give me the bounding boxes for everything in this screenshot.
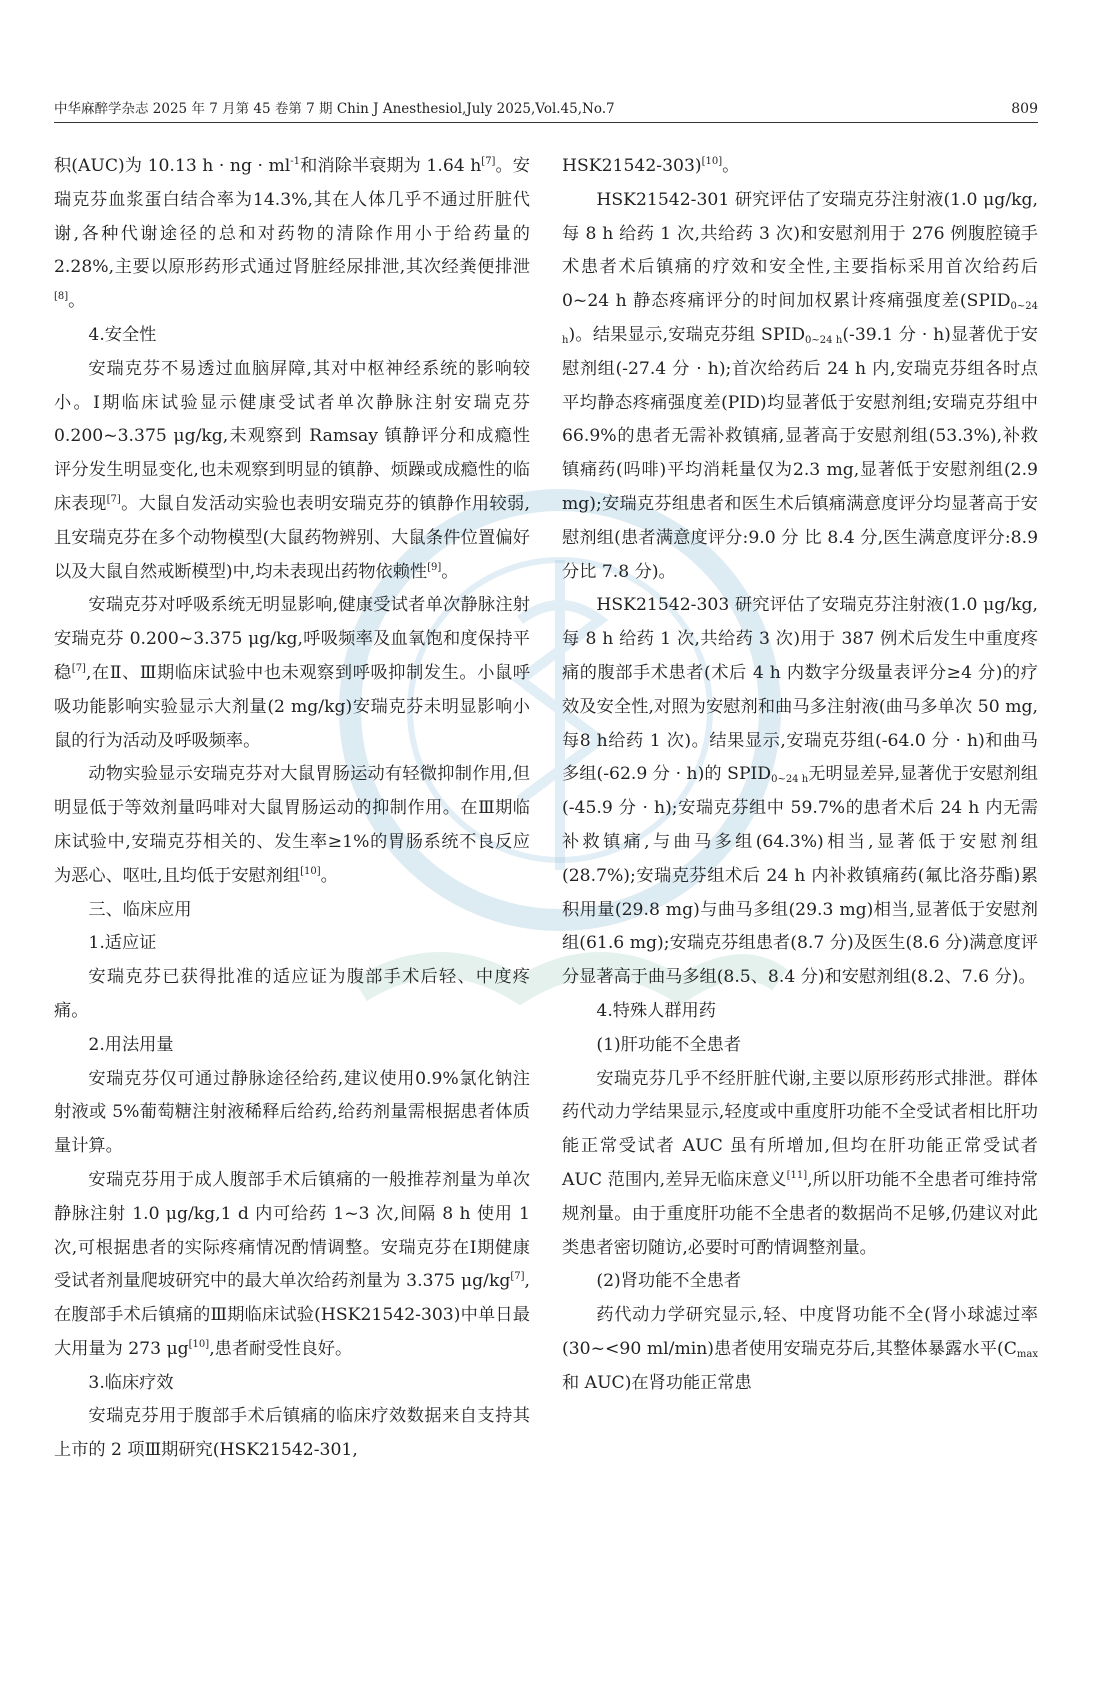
paragraph: 安瑞克芬用于成人腹部手术后镇痛的一般推荐剂量为单次静脉注射 1.0 μg/kg,1 d 内可给药 1~3 次,间隔 8 h 使用 1 次,可根据患者的实际疼痛情况酌情调整。安瑞克芬在Ⅰ期健康受试者剂量爬坡研究中的最大单次给药剂量为 3.375 μg/kg[7],在腹部手术后镇痛的Ⅲ期临床试验(HSK21542-303)中单日最大用量为 273 μg[10],患者耐受性良好。	[54, 1169, 530, 1359]
paragraph: 安瑞克芬对呼吸系统无明显影响,健康受试者单次静脉注射安瑞克芬 0.200~3.375 μg/kg,呼吸频率及血氧饱和度保持平稳[7],在Ⅱ、Ⅲ期临床试验中也未观察到呼吸抑制发生。小鼠呼吸功能影响实验显示大剂量(2 mg/kg)安瑞克芬未明显影响小鼠的行为活动及呼吸频率。	[54, 595, 530, 751]
paragraph: HSK21542-303)[10]。	[562, 156, 740, 176]
section-heading: 3.临床疗效	[88, 1372, 174, 1393]
reference-mark: [7]	[106, 493, 121, 505]
reference-mark: [9]	[427, 561, 442, 573]
reference-mark: [10]	[300, 865, 321, 877]
paragraph: HSK21542-301 研究评估了安瑞克芬注射液(1.0 μg/kg,每 8 h 给药 1 次,共给药 3 次)和安慰剂用于 276 例腹腔镜手术患者术后镇痛的疗效和安全性,主要指标采用首次给药后 0~24 h 静态疼痛评分的时间加权累计疼痛强度差$(SPID_{0\sim 24 h})$。结果显示,安瑞克芬组 $SPID_{0\sim 24 h}(-39.1$ 分 · h)显著优于安慰剂组(-27.4 分 · h);首次给药后 24 h 内,安瑞克芬组各时点平均静态疼痛强度差(PID)均显著低于安慰剂组;安瑞克芬组中 66.9%的患者无需补救镇痛,显著高于安慰剂组(53.3%),补救镇痛药(吗啡)平均消耗量仅为2.3 mg,显著低于安慰剂组(2.9 mg);安瑞克芬组患者和医生术后镇痛满意度评分均显著高于安慰剂组(患者满意度评分:9.0 分 比 8.4 分,医生满意度评分:8.9 分比 7.8 分)。	[562, 189, 1038, 582]
paragraph: 积(AUC)为 10.13 h · ng · $ml^{-1}$和消除半衰期为 1.64 h[7]。安瑞克芬血浆蛋白结合率为14.3%,其在人体几乎不通过肝脏代谢,各种代谢途径的总和对药物的清除作用小于给药量的 2.28%,主要以原形药形式通过肾脏经尿排泄,其次经粪便排泄[8]。	[54, 156, 530, 312]
journal-citation: 中华麻醉学杂志 2025 年 7 月第 45 卷第 7 期 Chin J Anesthesiol,July 2025,Vol.45,No.7	[54, 101, 615, 117]
page-number: 809	[1011, 101, 1038, 117]
reference-mark: [10]	[701, 156, 723, 167]
running-header	[54, 98, 1038, 123]
reference-mark: [8]	[54, 291, 69, 303]
paragraph: HSK21542-303 研究评估了安瑞克芬注射液(1.0 μg/kg,每 8 h 给药 1 次,共给药 3 次)用于 387 例术后发生中重度疼痛的腹部手术患者(术后 4 h 内数字分级量表评分≥4 分)的疗效及安全性,对照为安慰剂和曲马多注射液(曲马多单次 50 mg,每8 h给药 1 次)。结果显示,安瑞克芬组(-64.0 分 · h)和曲马多组(-62.9 分 · h)的 $SPID_{0\sim 24 h}$无明显差异,显著优于安慰剂组(-45.9 分 · h);安瑞克芬组中 59.7%的患者术后 24 h 内无需补救镇痛,与曲马多组(64.3%)相当,显著低于安慰剂组(28.7%);安瑞克芬组术后 24 h 内补救镇痛药(氟比洛芬酯)累积用量(29.8 mg)与曲马多组(29.3 mg)相当,显著低于安慰剂组(61.6 mg);安瑞克芬组患者(8.7 分)及医生(8.6 分)满意度评分显著高于曲马多组(8.5、8.4 分)和安慰剂组(8.2、7.6 分)。	[562, 595, 1038, 988]
section-heading: 三、临床应用	[88, 899, 192, 920]
right-column	[562, 150, 1038, 1400]
reference-mark: [11]	[786, 1169, 808, 1181]
subsection-heading: (2)肾功能不全患者	[596, 1271, 742, 1292]
paragraph: 安瑞克芬几乎不经肝脏代谢,主要以原形药形式排泄。群体药代动力学结果显示,轻度或中重度肝功能不全受试者相比肝功能正常受试者 AUC 虽有所增加,但均在肝功能正常受试者 AUC 范围内,差异无临床意义[11],所以肝功能不全患者可维持常规剂量。由于重度肝功能不全患者的数据尚不足够,仍建议对此类患者密切随访,必要时可酌情调整剂量。	[562, 1068, 1038, 1258]
left-column	[54, 150, 530, 1468]
paragraph: 安瑞克芬用于腹部手术后镇痛的临床疗效数据来自支持其上市的 2 项Ⅲ期研究(HSK21542-301,	[54, 1406, 530, 1461]
subsection-heading: (1)肝功能不全患者	[596, 1034, 742, 1055]
reference-mark: [7]	[481, 156, 496, 167]
paragraph: 安瑞克芬不易透过血脑屏障,其对中枢神经系统的影响较小。Ⅰ期临床试验显示健康受试者单次静脉注射安瑞克芬 0.200~3.375 μg/kg,未观察到 Ramsay 镇静评分和成瘾性评分发生明显变化,也未观察到明显的镇静、烦躁或成瘾性的临床表现[7]。大鼠自发活动实验也表明安瑞克芬的镇静作用较弱,且安瑞克芬在多个动物模型(大鼠药物辨别、大鼠条件位置偏好以及大鼠自然戒断模型)中,均未表现出药物依赖性[9]。	[54, 358, 530, 582]
section-heading: 1.适应证	[88, 933, 157, 954]
section-heading: 4.特殊人群用药	[596, 1000, 716, 1021]
section-heading: 2.用法用量	[88, 1034, 174, 1055]
paragraph: 动物实验显示安瑞克芬对大鼠胃肠运动有轻微抑制作用,但明显低于等效剂量吗啡对大鼠胃肠运动的抑制作用。在Ⅲ期临床试验中,安瑞克芬相关的、发生率≥1%的胃肠系统不良反应为恶心、呕吐,且均低于安慰剂组[10]。	[54, 764, 530, 886]
paragraph: 安瑞克芬已获得批准的适应证为腹部手术后轻、中度疼痛。	[54, 967, 530, 1021]
reference-mark: [7]	[71, 662, 86, 674]
paragraph: 安瑞克芬仅可通过静脉途径给药,建议使用0.9%氯化钠注射液或 5%葡萄糖注射液稀释后给药,给药剂量需根据患者体质量计算。	[54, 1068, 530, 1157]
paragraph: 药代动力学研究显示,轻、中度肾功能不全(肾小球滤过率(30~<90 ml/min)患者使用安瑞克芬后,其整体暴露水平($C_{max}$和 AUC)在肾功能正常患	[562, 1305, 1038, 1393]
reference-mark: [10]	[188, 1338, 210, 1350]
section-heading: 4.安全性	[88, 324, 157, 345]
reference-mark: [7]	[510, 1271, 525, 1283]
